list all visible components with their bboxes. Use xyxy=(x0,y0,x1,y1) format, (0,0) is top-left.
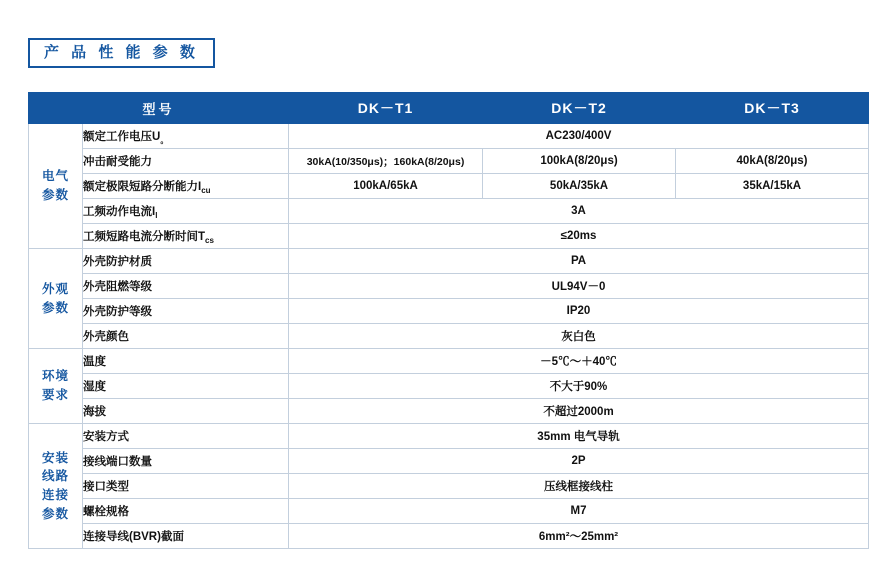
table-row xyxy=(29,474,869,499)
table-row xyxy=(29,349,869,374)
table-row xyxy=(29,149,869,174)
table-row xyxy=(29,174,869,199)
param-sub: l xyxy=(155,211,158,220)
param-text: 工频短路电流分断时间T xyxy=(83,231,206,243)
table-row xyxy=(29,524,869,549)
table-row xyxy=(29,274,869,299)
param-value: 35mm 电气导轨 xyxy=(289,424,869,449)
param-value-t3: 35kA/15kA xyxy=(676,174,869,199)
table-row xyxy=(29,249,869,274)
group-label-line: 线路 xyxy=(41,469,69,484)
param-name xyxy=(83,174,289,199)
param-name: 安装方式 xyxy=(83,424,289,449)
param-name: 接线端口数量 xyxy=(83,449,289,474)
param-name: 螺栓规格 xyxy=(83,499,289,524)
group-label-line: 连接 xyxy=(41,488,69,502)
param-name: 湿度 xyxy=(83,374,289,399)
param-value-t1: 100kA/65kA xyxy=(289,174,483,199)
param-text: 冲击耐受能力 xyxy=(83,156,152,168)
spec-table xyxy=(28,92,869,549)
header-model-label: 型号 xyxy=(29,93,289,124)
table-row xyxy=(29,199,869,224)
table-header-row xyxy=(29,93,869,124)
param-value: 不超过2000m xyxy=(289,399,869,424)
group-label-line: 安装 xyxy=(41,450,69,465)
table-row xyxy=(29,299,869,324)
table-row xyxy=(29,374,869,399)
param-value: －5℃～＋40℃ xyxy=(289,349,869,374)
param-name xyxy=(83,199,289,224)
param-value: IP20 xyxy=(289,299,869,324)
page-title-wrap xyxy=(28,38,215,68)
param-sub: cs xyxy=(205,236,214,245)
param-value-t3: 40kA(8/20μs) xyxy=(676,149,869,174)
param-value: 压线框接线柱 xyxy=(289,474,869,499)
param-value: ≤20ms xyxy=(289,224,869,249)
param-sub: 。 xyxy=(160,136,169,145)
table-row xyxy=(29,449,869,474)
param-name: 外壳阻燃等级 xyxy=(83,274,289,299)
param-value: 6mm²～25mm² xyxy=(289,524,869,549)
param-value: UL94V－0 xyxy=(289,274,869,299)
group-label-line: 环境 xyxy=(41,369,69,384)
param-value-t1: 30kA(10/350μs)；160kA(8/20μs) xyxy=(289,149,483,174)
group-label-line: 外观 xyxy=(41,281,69,296)
group-label-line: 参数 xyxy=(41,300,69,315)
param-value: AC230/400V xyxy=(289,124,869,149)
param-text: 额定极限短路分断能力I xyxy=(83,181,202,193)
table-row xyxy=(29,424,869,449)
param-name: 外壳颜色 xyxy=(83,324,289,349)
param-value: 灰白色 xyxy=(289,324,869,349)
table-row xyxy=(29,224,869,249)
table-row xyxy=(29,499,869,524)
param-value-t2: 100kA(8/20μs) xyxy=(483,149,676,174)
group-label-line: 参数 xyxy=(41,188,69,202)
group-label-electrical xyxy=(29,124,83,249)
group-label-line: 电气 xyxy=(41,169,69,184)
param-name: 海拔 xyxy=(83,399,289,424)
group-label-line: 要求 xyxy=(41,388,69,402)
param-value: M7 xyxy=(289,499,869,524)
group-label-installation xyxy=(29,424,83,549)
param-value: 2P xyxy=(289,449,869,474)
param-name: 温度 xyxy=(83,349,289,374)
header-col-t3: DK－T3 xyxy=(676,93,869,124)
param-name: 外壳防护材质 xyxy=(83,249,289,274)
param-value: 不大于90% xyxy=(289,374,869,399)
table-row xyxy=(29,324,869,349)
param-text: 额定工作电压U xyxy=(83,131,161,143)
group-label-line: 参数 xyxy=(41,506,69,521)
header-col-t1: DK－T1 xyxy=(289,93,483,124)
param-name xyxy=(83,149,289,174)
param-name: 外壳防护等级 xyxy=(83,299,289,324)
header-col-t2: DK－T2 xyxy=(483,93,676,124)
param-text: 工频动作电流I xyxy=(83,206,156,218)
param-name: 连接导线(BVR)截面 xyxy=(83,524,289,549)
group-label-environment xyxy=(29,349,83,424)
group-label-appearance xyxy=(29,249,83,349)
param-value: 3A xyxy=(289,199,869,224)
param-name xyxy=(83,124,289,149)
param-sub: cu xyxy=(201,186,211,195)
param-name xyxy=(83,224,289,249)
table-row xyxy=(29,124,869,149)
param-value-t2: 50kA/35kA xyxy=(483,174,676,199)
page-title: 产 品 性 能 参 数 xyxy=(28,38,215,68)
table-row xyxy=(29,399,869,424)
param-name: 接口类型 xyxy=(83,474,289,499)
param-value: PA xyxy=(289,249,869,274)
